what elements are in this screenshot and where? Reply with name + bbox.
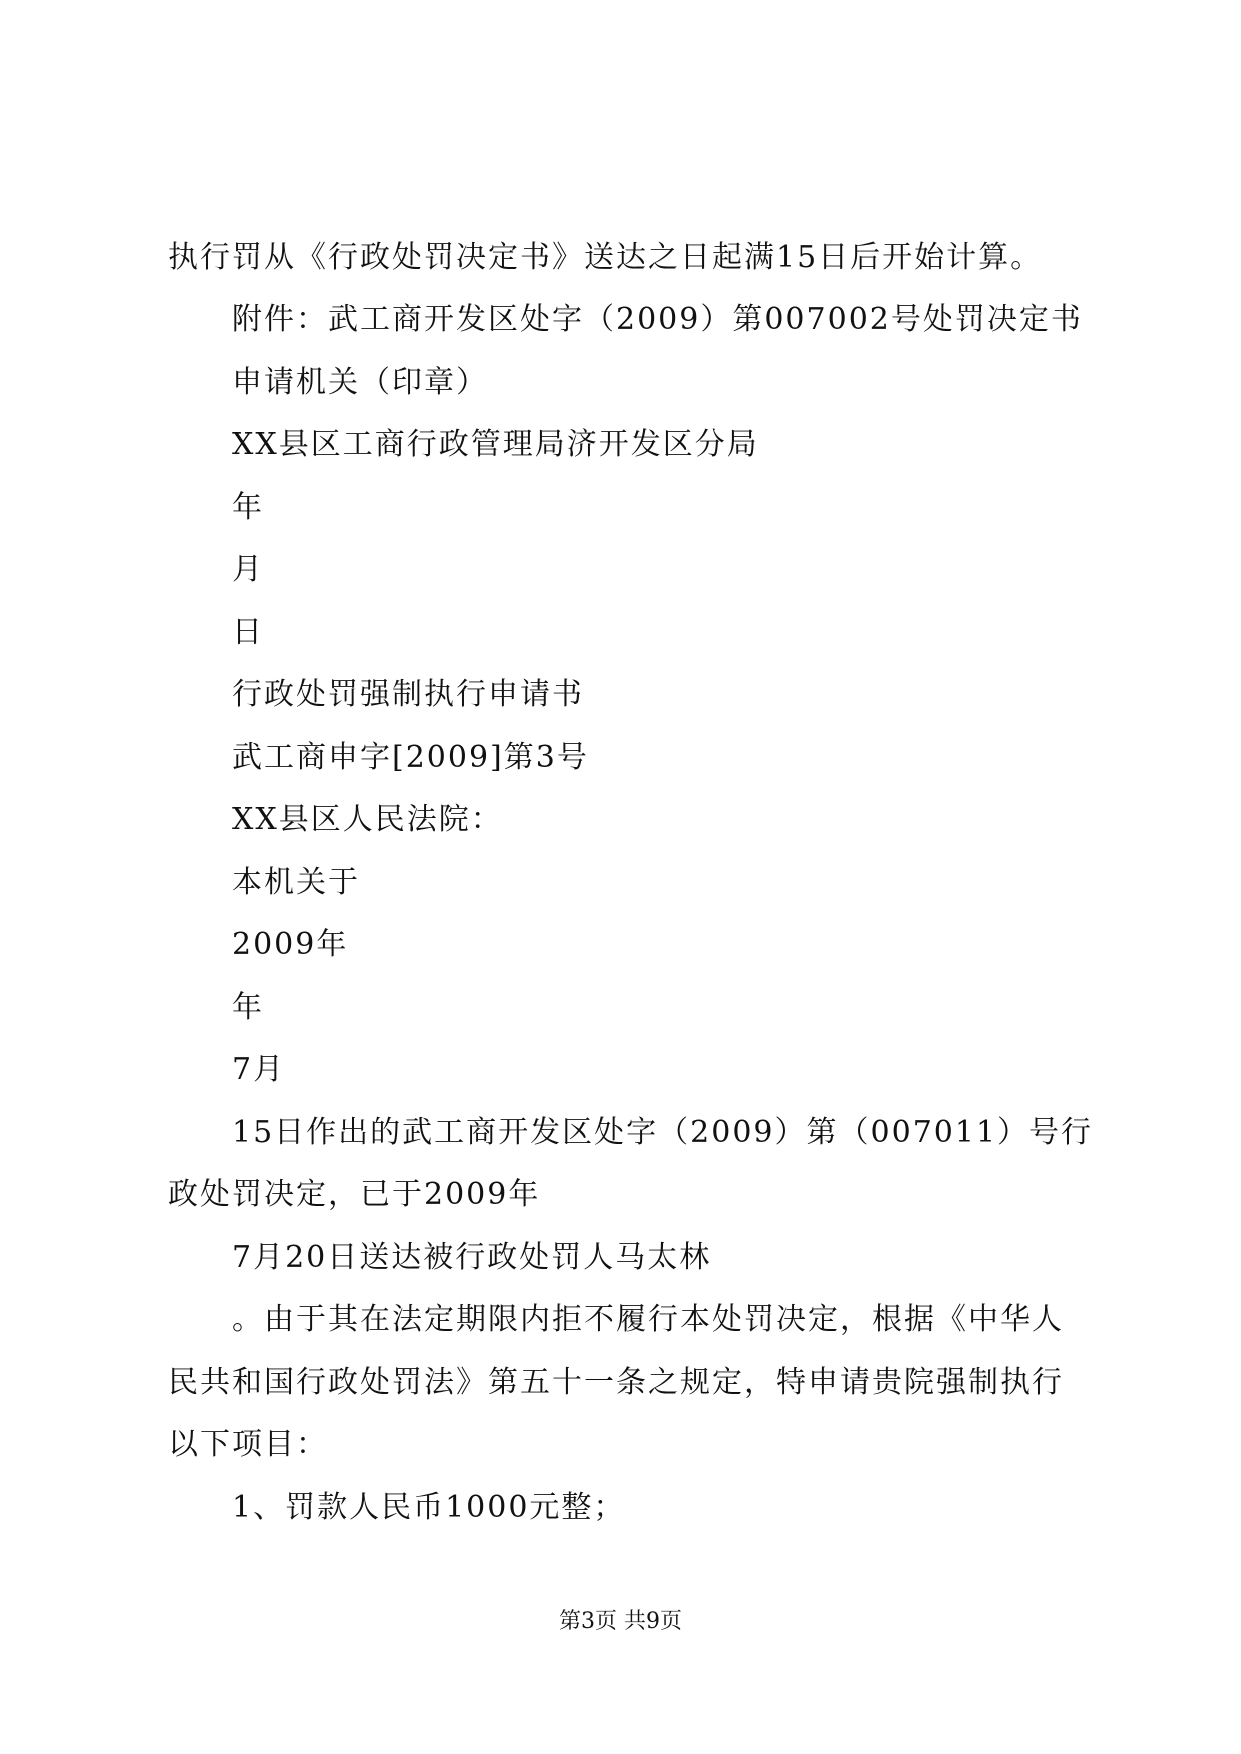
paragraph-line: 2009年 — [232, 927, 349, 962]
page-number-footer: 第3页 共9页 — [559, 1609, 682, 1634]
paragraph-line: 附件：武工商开发区处字（2009）第007002号处罚决定书 — [232, 302, 1083, 337]
paragraph-line: 7月 — [232, 1052, 286, 1087]
paragraph-line: 民共和国行政处罚法》第五十一条之规定，特申请贵院强制执行 — [168, 1365, 1064, 1400]
paragraph-line: 。由于其在法定期限内拒不履行本处罚决定，根据《中华人 — [232, 1302, 1064, 1337]
paragraph-line: 本机关于 — [232, 865, 360, 900]
paragraph-line: 以下项目： — [168, 1427, 328, 1462]
paragraph-line: 年 — [232, 490, 264, 525]
paragraph-line: 月 — [232, 552, 264, 587]
paragraph-line: 日 — [232, 615, 264, 650]
paragraph-line: 7月20日送达被行政处罚人马太林 — [232, 1240, 712, 1275]
paragraph-line: 年 — [232, 990, 264, 1025]
paragraph-line: 政处罚决定，已于2009年 — [168, 1177, 541, 1212]
paragraph-line: XX县区人民法院： — [232, 802, 503, 837]
paragraph-line: 15日作出的武工商开发区处字（2009）第（007011）号行 — [232, 1115, 1094, 1150]
paragraph-line: XX县区工商行政管理局济开发区分局 — [232, 427, 759, 462]
paragraph-line: 执行罚从《行政处罚决定书》送达之日起满15日后开始计算。 — [168, 240, 1043, 275]
paragraph-line: 行政处罚强制执行申请书 — [232, 677, 584, 712]
paragraph-line: 申请机关（印章） — [232, 365, 488, 400]
paragraph-line: 武工商申字[2009]第3号 — [232, 740, 589, 775]
paragraph-line: 1、罚款人民币1000元整； — [232, 1490, 626, 1525]
